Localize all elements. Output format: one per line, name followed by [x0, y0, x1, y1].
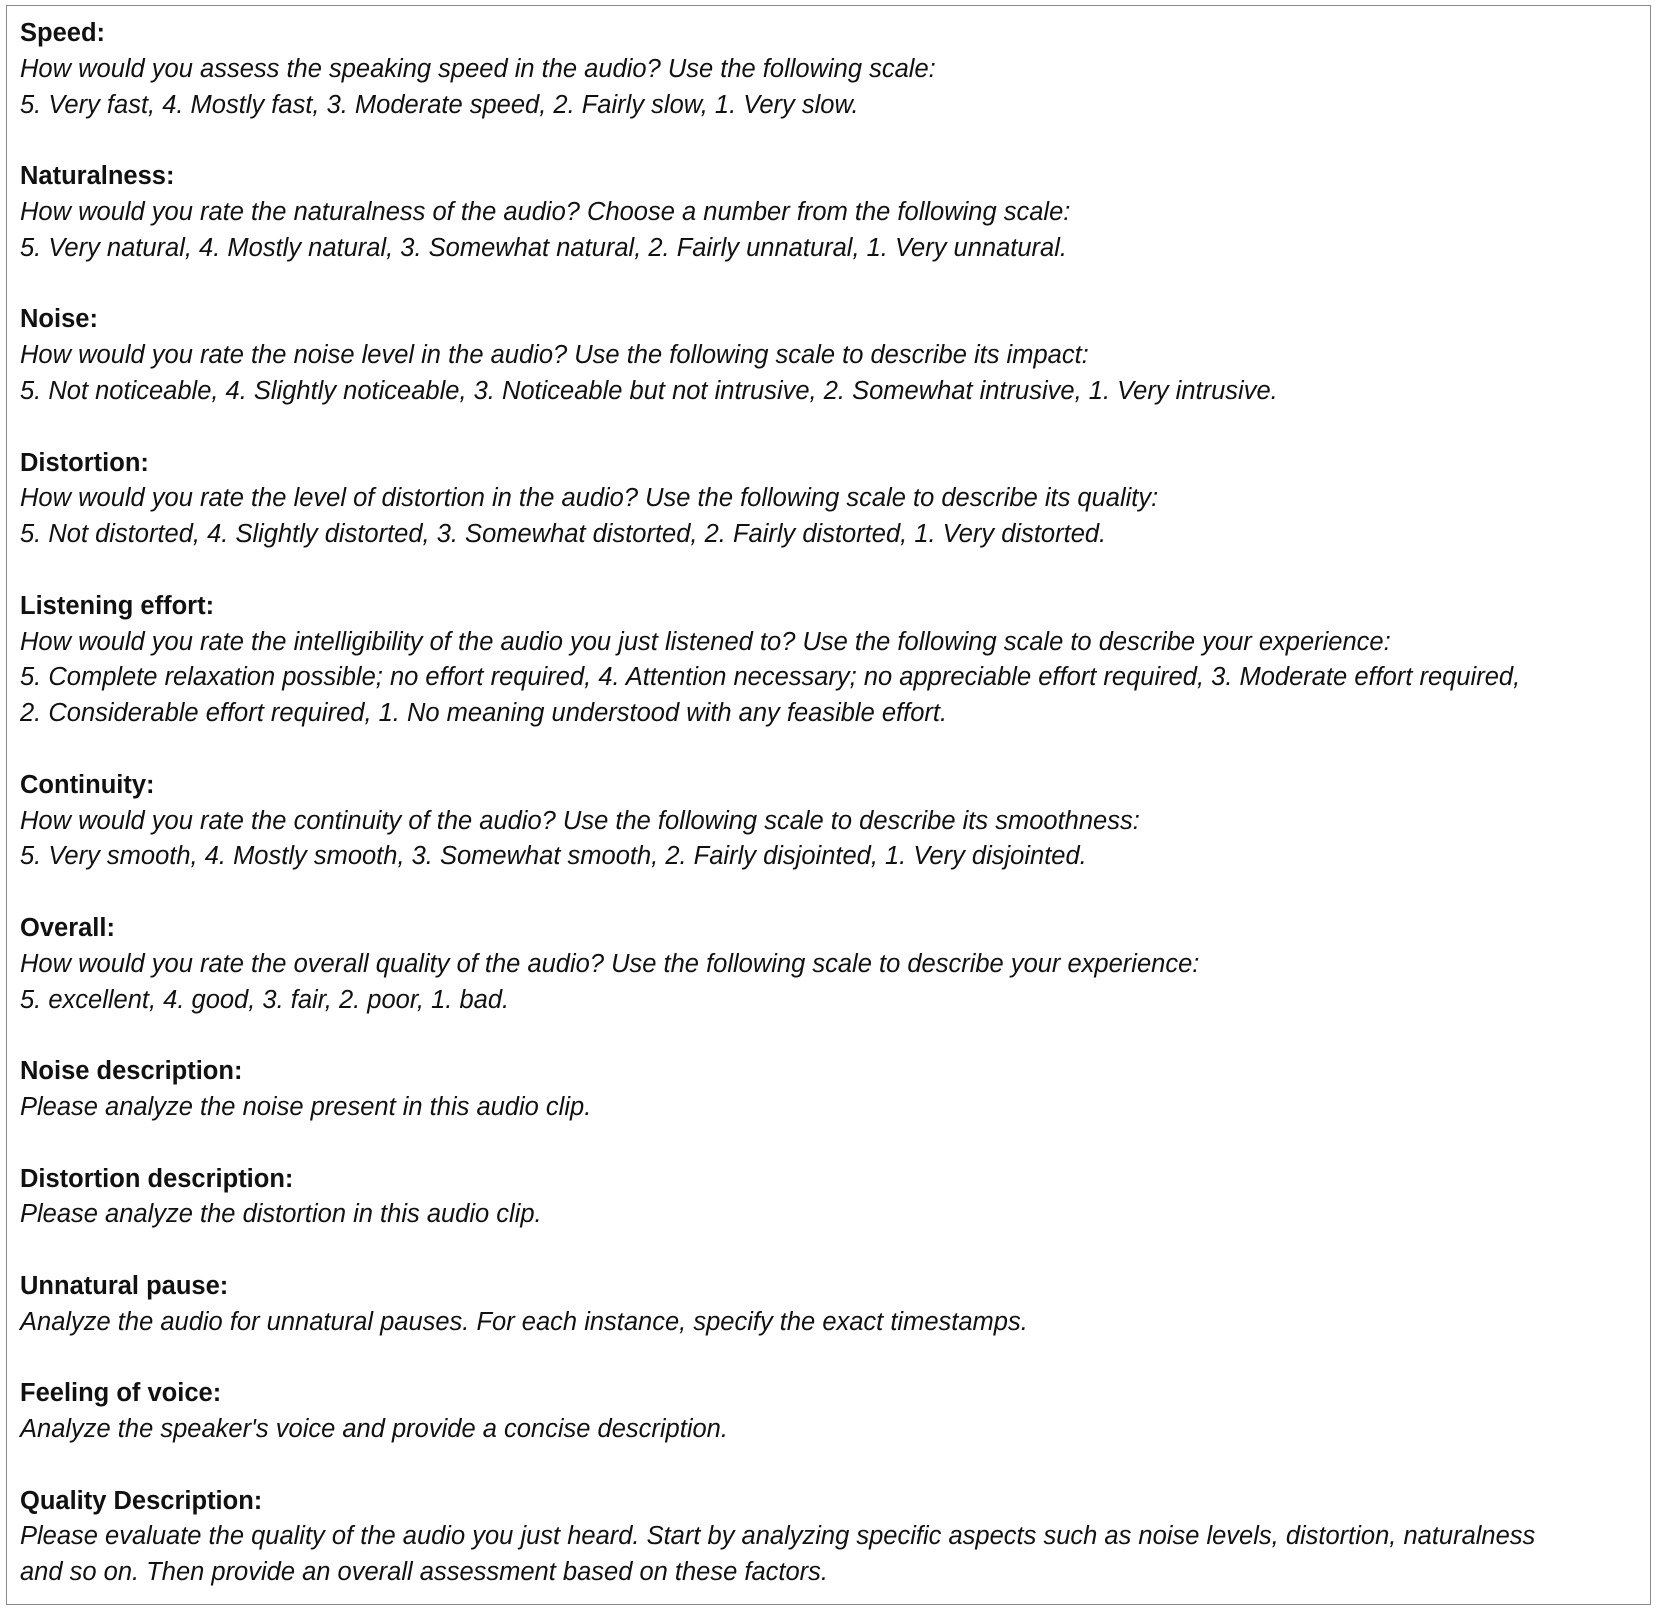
section-speed [20, 16, 1642, 123]
section-label: Distortion description: [20, 1164, 294, 1193]
section-label: Overall: [20, 913, 115, 942]
section-overall [20, 911, 1642, 1018]
section-scale-text: 5. Not distorted, 4. Slightly distorted, 3. Somewhat distorted, 2. Fairly distorted, 1. Very distorted. [20, 520, 1107, 549]
section-noise-description [20, 1054, 1642, 1126]
section-question: Please evaluate the quality of the audio you just heard. Start by analyzing specific aspects such as noise levels, distortion, naturalness [20, 1522, 1536, 1551]
section-noise [20, 302, 1642, 409]
section-question: How would you rate the naturalness of the audio? Choose a number from the following scale: [20, 197, 1071, 226]
section-label: Speed: [20, 19, 106, 47]
section-question: How would you rate the noise level in the audio? Use the following scale to describe its impact: [20, 341, 1089, 370]
section-naturalness [20, 159, 1642, 266]
section-listening-effort [20, 589, 1642, 732]
section-scale-text: and so on. Then provide an overall assessment based on these factors. [20, 1558, 828, 1587]
section-scale-text: 5. Not noticeable, 4. Slightly noticeable, 3. Noticeable but not intrusive, 2. Somewhat intrusive, 1. Very intrusive. [20, 376, 1278, 405]
section-distortion [20, 446, 1642, 553]
section-label: Quality Description: [20, 1486, 263, 1515]
section-question: Analyze the speaker's voice and provide a concise description. [20, 1415, 728, 1444]
section-label: Listening effort: [20, 591, 215, 620]
section-label: Distortion: [20, 448, 149, 477]
section-scale-text: 5. excellent, 4. good, 3. fair, 2. poor, 1. bad. [20, 985, 510, 1014]
section-quality-description [20, 1484, 1642, 1591]
section-question: How would you rate the level of distortion in the audio? Use the following scale to describe its quality: [20, 484, 1159, 513]
section-scale-text: 5. Very fast, 4. Mostly fast, 3. Moderate speed, 2. Fairly slow, 1. Very slow. [20, 90, 859, 119]
section-label: Noise: [20, 305, 98, 334]
prompt-box [6, 5, 1651, 1605]
section-continuity [20, 768, 1642, 875]
section-question: Please analyze the distortion in this audio clip. [20, 1200, 542, 1229]
prompt-list [20, 16, 1642, 1591]
section-question: Please analyze the noise present in this audio clip. [20, 1092, 592, 1121]
section-label: Naturalness: [20, 162, 175, 191]
section-feeling-of-voice [20, 1376, 1642, 1448]
section-question: How would you rate the intelligibility of the audio you just listened to? Use the following scale to describe your experience: [20, 627, 1391, 656]
section-label: Unnatural pause: [20, 1271, 229, 1300]
section-question: How would you assess the speaking speed in the audio? Use the following scale: [20, 54, 936, 83]
section-scale-text: 2. Considerable effort required, 1. No meaning understood with any feasible effort. [20, 699, 948, 728]
section-unnatural-pause [20, 1269, 1642, 1341]
section-label: Noise description: [20, 1057, 243, 1086]
section-scale-text: 5. Complete relaxation possible; no effort required, 4. Attention necessary; no appreciable effort required, 3. Moderate effort required, [20, 663, 1521, 692]
section-question: How would you rate the overall quality of the audio? Use the following scale to describe your experience: [20, 949, 1200, 978]
section-label: Continuity: [20, 770, 155, 799]
section-label: Feeling of voice: [20, 1379, 222, 1408]
section-scale-text: 5. Very smooth, 4. Mostly smooth, 3. Somewhat smooth, 2. Fairly disjointed, 1. Very disjointed. [20, 842, 1087, 871]
section-distortion-description [20, 1162, 1642, 1234]
section-scale-text: 5. Very natural, 4. Mostly natural, 3. Somewhat natural, 2. Fairly unnatural, 1. Very unnatural. [20, 233, 1067, 262]
section-question: Analyze the audio for unnatural pauses. For each instance, specify the exact timestamps. [20, 1307, 1028, 1336]
section-question: How would you rate the continuity of the audio? Use the following scale to describe its smoothness: [20, 806, 1140, 835]
